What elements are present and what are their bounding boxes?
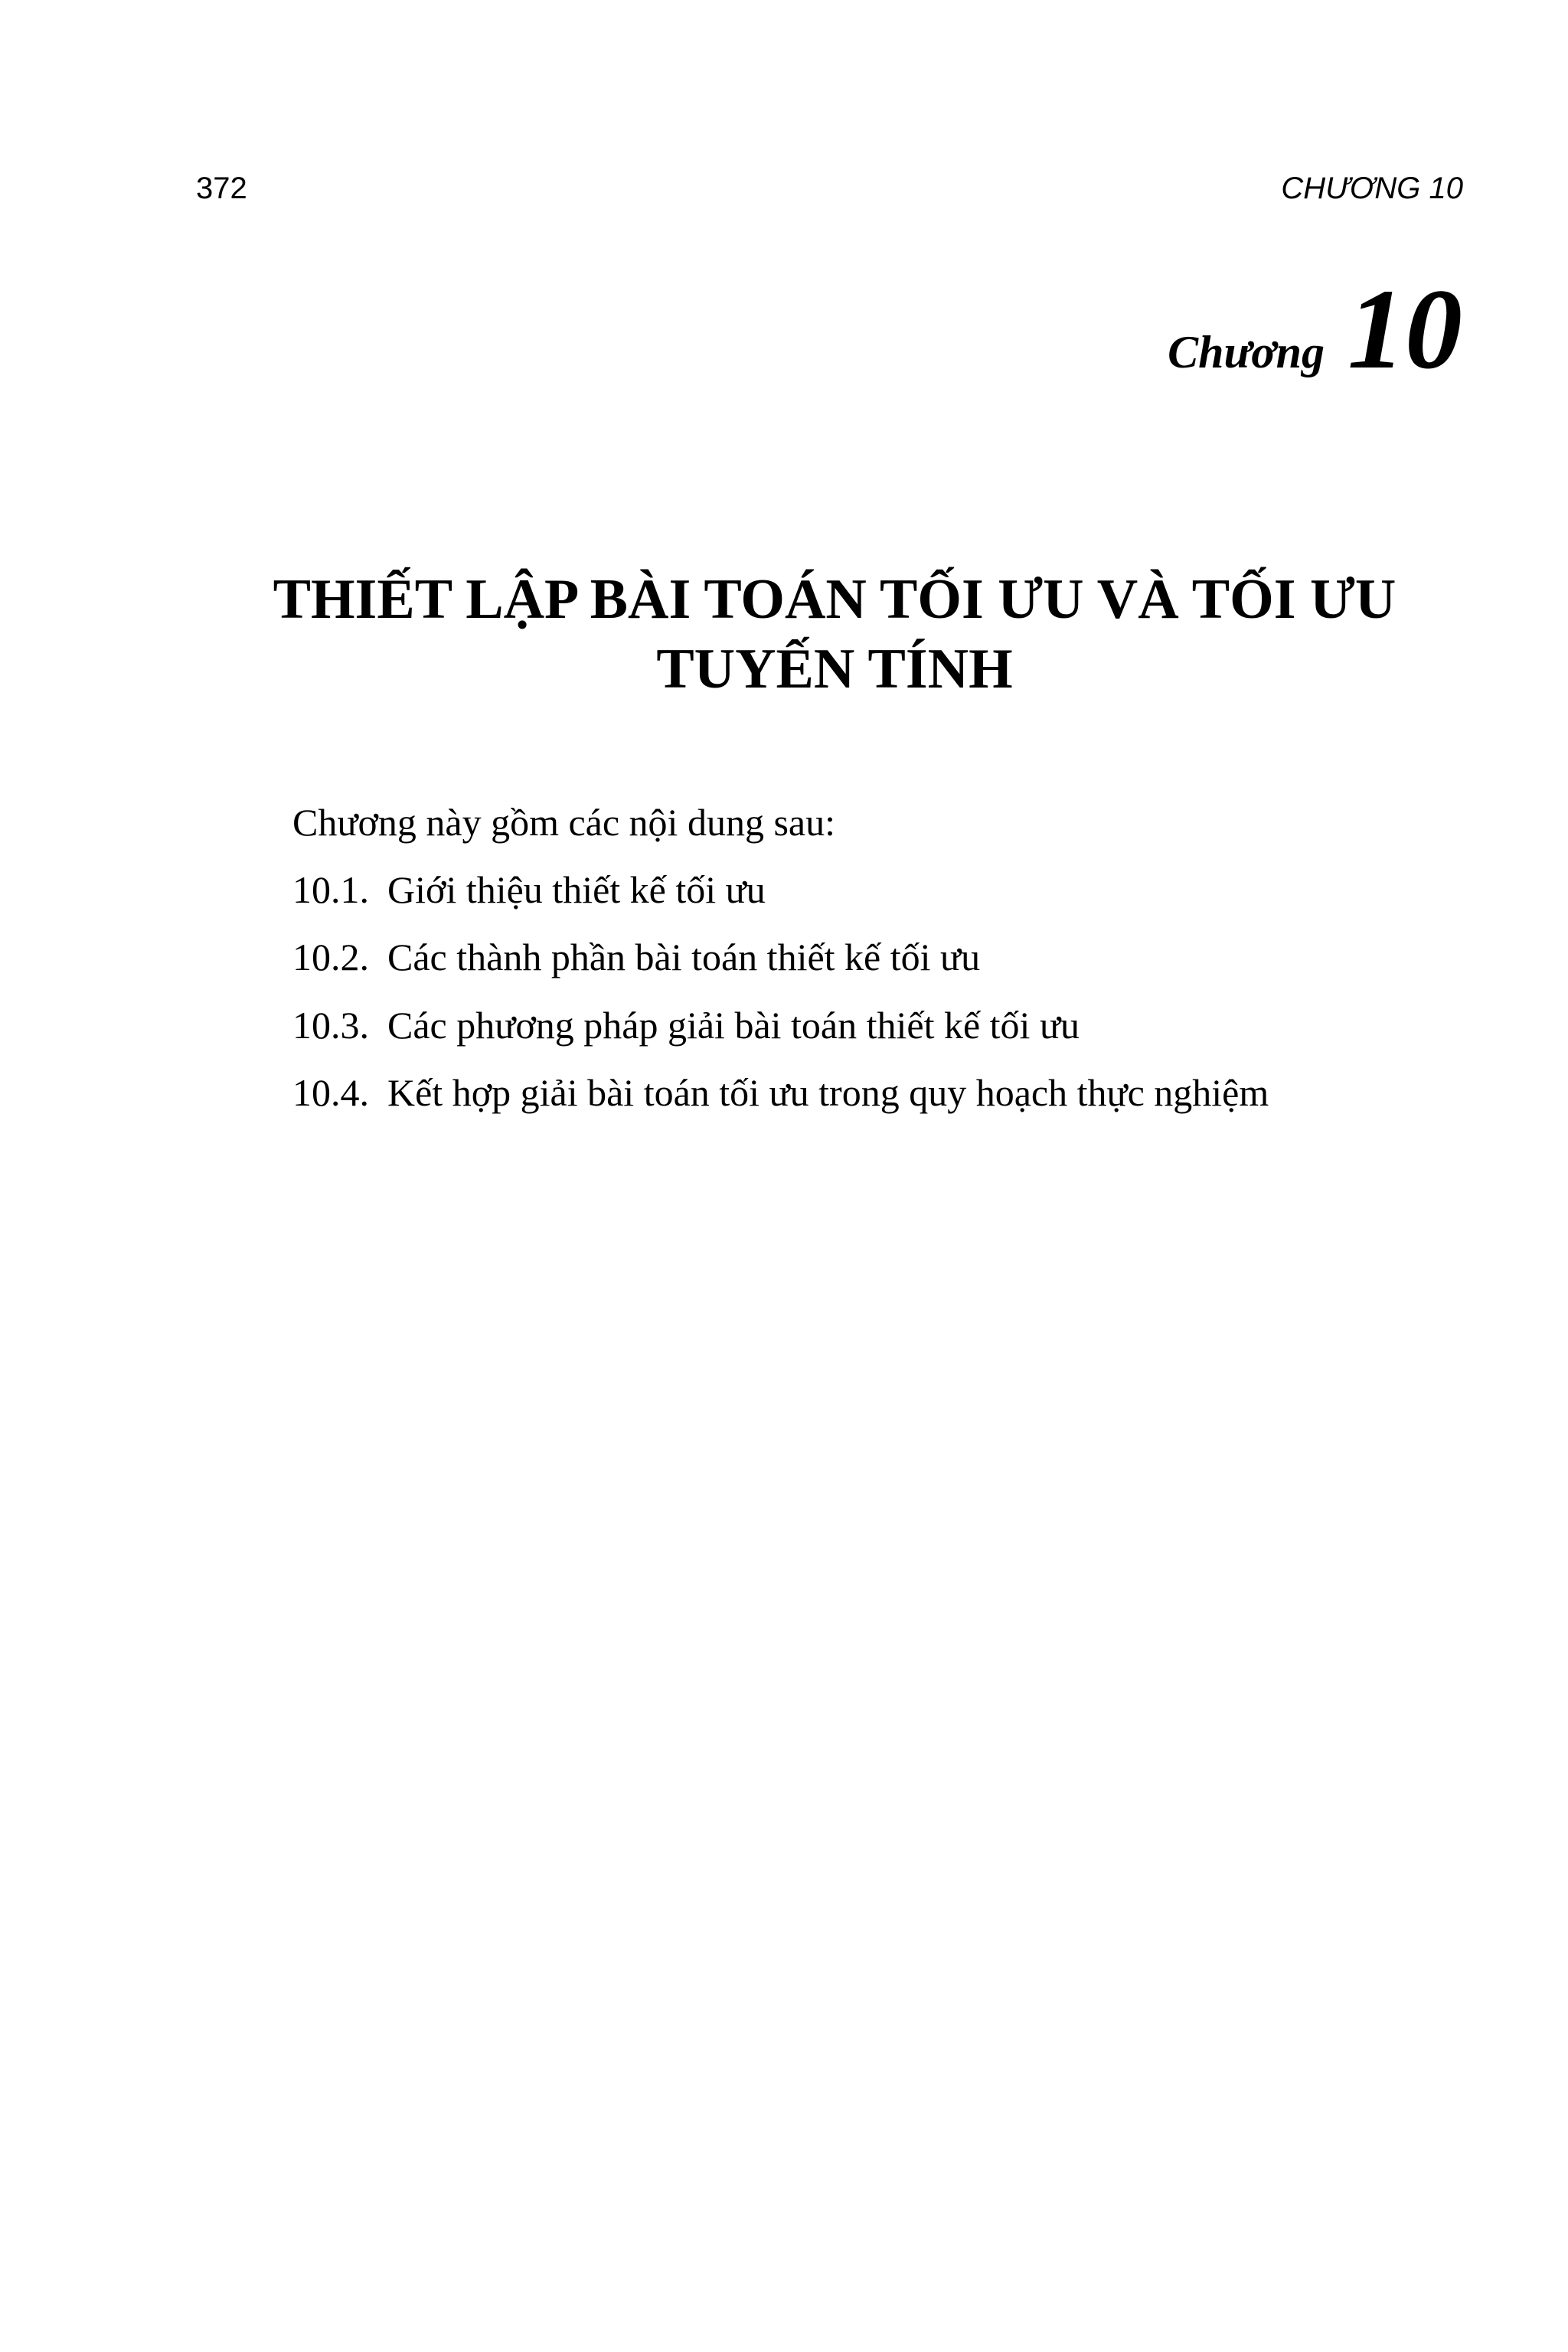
page-number: 372	[196, 172, 247, 205]
contents-item-text: Các thành phần bài toán thiết kế tối ưu	[387, 936, 981, 978]
contents-item-text: Giới thiệu thiết kế tối ưu	[387, 868, 766, 911]
contents-item-text: Các phương pháp giải bài toán thiết kế tối ưu	[387, 1004, 1080, 1047]
contents-item	[292, 1070, 1269, 1116]
running-header: CHƯƠNG 10	[1281, 172, 1463, 205]
chapter-heading	[1168, 266, 1462, 393]
contents-item-number: 10.1.	[292, 868, 369, 911]
chapter-number: 10	[1348, 266, 1462, 393]
contents-item	[292, 934, 980, 980]
contents-item	[292, 867, 766, 913]
chapter-title-line-2: TUYẾN TÍNH	[656, 638, 1013, 701]
chapter-title-line-1: THIẾT LẬP BÀI TOÁN TỐI ƯU VÀ TỐI ƯU	[273, 568, 1396, 631]
contents-item	[292, 1002, 1080, 1048]
contents-item-number: 10.3.	[292, 1004, 369, 1047]
chapter-word: Chương	[1168, 327, 1325, 377]
contents-item-number: 10.2.	[292, 936, 369, 978]
contents-intro: Chương này gồm các nội dung sau:	[292, 801, 835, 844]
contents-item-number: 10.4.	[292, 1071, 369, 1114]
contents-item-text: Kết hợp giải bài toán tối ưu trong quy hoạch thực nghiệm	[387, 1071, 1269, 1114]
